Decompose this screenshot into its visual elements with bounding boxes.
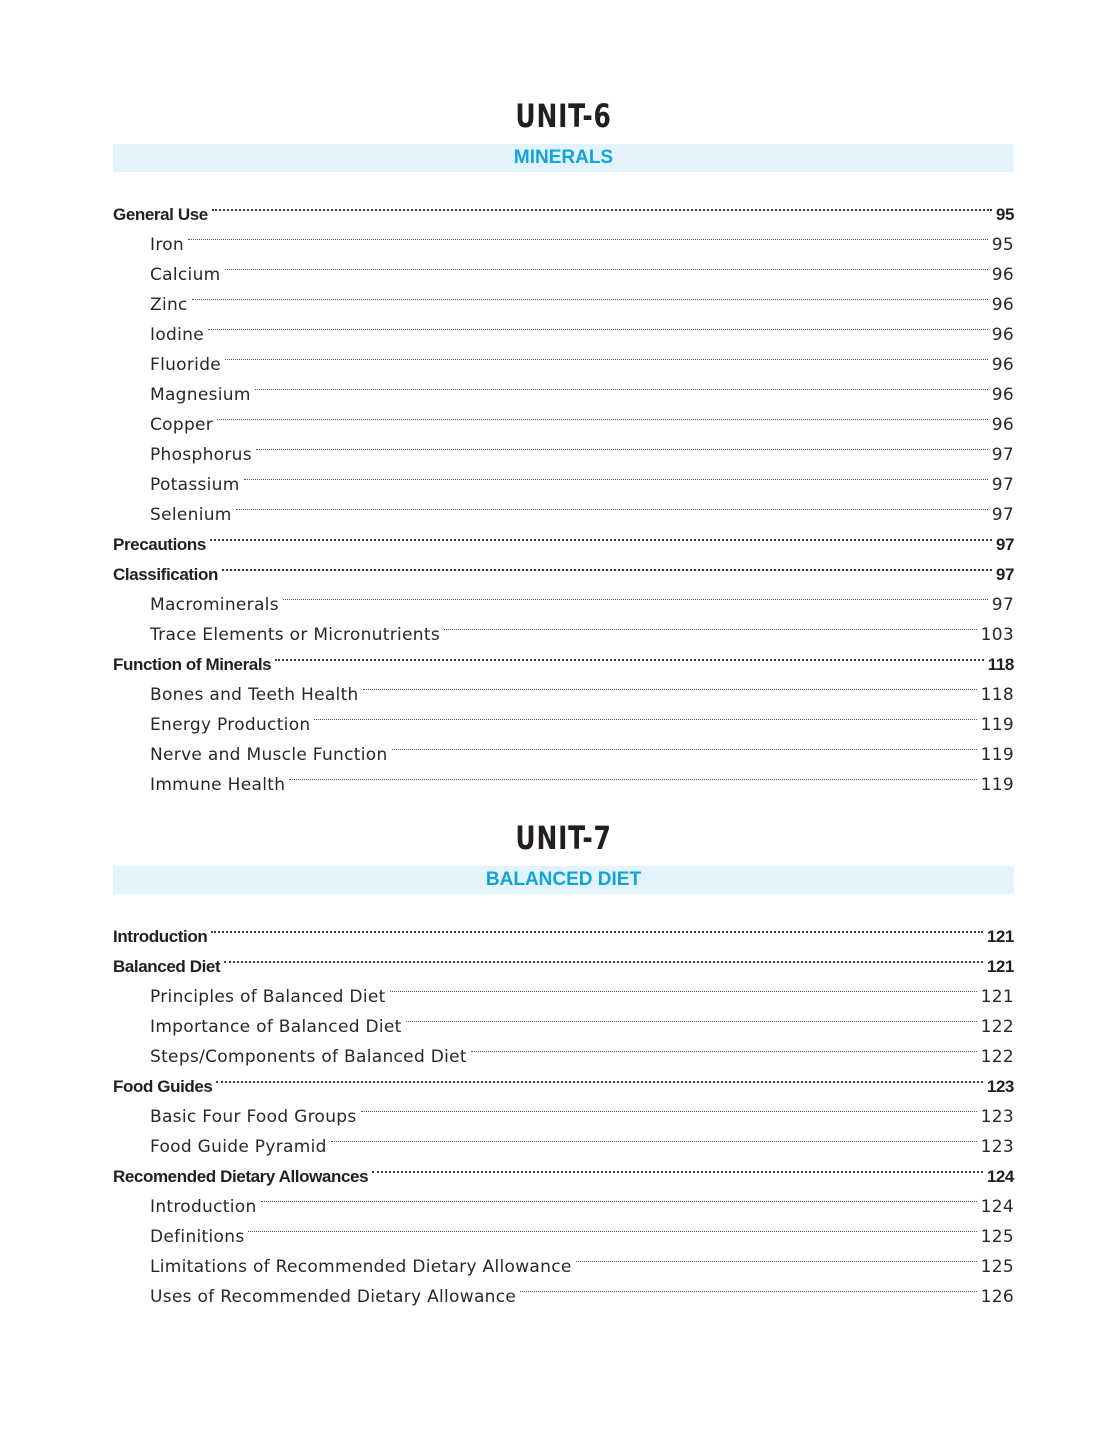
dot-leader (444, 610, 977, 640)
toc-entry-label: Limitations of Recommended Dietary Allowance (150, 1257, 572, 1277)
dot-leader (210, 520, 992, 550)
dot-leader (222, 550, 992, 580)
toc-page-number: 126 (980, 1287, 1014, 1307)
table-of-contents (113, 912, 1014, 1307)
toc-entry-label: Uses of Recommended Dietary Allowance (150, 1287, 517, 1307)
toc-page-number: 119 (980, 745, 1014, 765)
dot-leader (392, 730, 977, 760)
toc-subsection-entry[interactable] (113, 250, 1014, 285)
dot-leader (471, 1032, 977, 1062)
dot-leader (372, 1152, 983, 1182)
dot-leader (314, 700, 976, 730)
toc-page-number: 96 (991, 295, 1014, 315)
toc-section-entry[interactable] (113, 1062, 1014, 1096)
toc-subsection-entry[interactable] (113, 490, 1014, 525)
toc-subsection-entry[interactable] (113, 460, 1014, 495)
unit-subtitle-band: BALANCED DIET (113, 866, 1014, 894)
dot-leader (212, 190, 992, 220)
toc-entry-label: Potassium (150, 475, 240, 495)
dot-leader (244, 460, 988, 490)
toc-entry-label: Principles of Balanced Diet (150, 987, 386, 1007)
toc-entry-label: Calcium (150, 265, 221, 285)
toc-entry-label: Bones and Teeth Health (150, 685, 359, 705)
toc-entry-label: Food Guide Pyramid (150, 1137, 327, 1157)
dot-leader (261, 1182, 977, 1212)
toc-entry-label: Energy Production (150, 715, 311, 735)
dot-leader (406, 1002, 977, 1032)
toc-subsection-entry[interactable] (113, 400, 1014, 435)
toc-page-number: 96 (991, 415, 1014, 435)
toc-page-number: 96 (991, 265, 1014, 285)
toc-subsection-entry[interactable] (113, 1092, 1014, 1127)
toc-page-number: 97 (991, 475, 1014, 495)
toc-subsection-entry[interactable] (113, 310, 1014, 345)
toc-entry-label: Trace Elements or Micronutrients (150, 625, 440, 645)
toc-entry-label: Immune Health (150, 775, 286, 795)
toc-entry-label: Function of Minerals (113, 655, 272, 674)
toc-section-entry[interactable] (113, 550, 1014, 584)
dot-leader (363, 670, 977, 700)
table-of-contents (113, 190, 1014, 795)
toc-entry-label: Definitions (150, 1227, 245, 1247)
toc-page-number: 123 (986, 1077, 1014, 1096)
toc-page-number: 97 (991, 445, 1014, 465)
toc-entry-label: Precautions (113, 535, 206, 554)
dot-leader (236, 490, 988, 520)
toc-page-number: 121 (986, 927, 1014, 946)
unit-6-section (113, 96, 1014, 795)
toc-page-number: 124 (986, 1167, 1014, 1186)
dot-leader (520, 1272, 976, 1302)
toc-entry-label: Food Guides (113, 1077, 213, 1096)
toc-page-number: 96 (991, 355, 1014, 375)
toc-subsection-entry[interactable] (113, 430, 1014, 465)
toc-subsection-entry[interactable] (113, 280, 1014, 315)
toc-page-number: 124 (980, 1197, 1014, 1217)
dot-leader (361, 1092, 977, 1122)
toc-page-number: 103 (980, 625, 1014, 645)
toc-entry-label: Copper (150, 415, 214, 435)
toc-subsection-entry[interactable] (113, 370, 1014, 405)
toc-page-number: 122 (980, 1017, 1014, 1037)
toc-subsection-entry[interactable] (113, 1212, 1014, 1247)
toc-entry-label: Iron (150, 235, 185, 255)
dot-leader (217, 400, 988, 430)
toc-page-number: 119 (980, 715, 1014, 735)
toc-entry-label: Iodine (150, 325, 204, 345)
toc-page-number: 122 (980, 1047, 1014, 1067)
toc-page-number: 121 (980, 987, 1014, 1007)
toc-page-number: 96 (991, 325, 1014, 345)
toc-page-number: 96 (991, 385, 1014, 405)
dot-leader (225, 250, 988, 280)
dot-leader (188, 220, 988, 250)
toc-entry-label: Balanced Diet (113, 957, 221, 976)
dot-leader (192, 280, 988, 310)
toc-section-entry[interactable] (113, 942, 1014, 976)
dot-leader (283, 580, 988, 610)
toc-entry-label: Macrominerals (150, 595, 279, 615)
toc-entry-label: Basic Four Food Groups (150, 1107, 357, 1127)
dot-leader (576, 1242, 977, 1272)
toc-page-number: 125 (980, 1257, 1014, 1277)
toc-subsection-entry[interactable] (113, 340, 1014, 375)
toc-page-number: 121 (986, 957, 1014, 976)
toc-entry-label: Classification (113, 565, 218, 584)
dot-leader (208, 310, 988, 340)
toc-page-number: 125 (980, 1227, 1014, 1247)
dot-leader (248, 1212, 976, 1242)
dot-leader (255, 370, 988, 400)
toc-page-number: 118 (980, 685, 1014, 705)
dot-leader (256, 430, 988, 460)
toc-subsection-entry[interactable] (113, 972, 1014, 1007)
toc-page-number: 123 (980, 1137, 1014, 1157)
toc-page-number: 123 (980, 1107, 1014, 1127)
toc-entry-label: Fluoride (150, 355, 222, 375)
unit-7-section (113, 818, 1014, 1307)
unit-title: UNIT-6 (515, 97, 612, 135)
toc-page-number: 97 (991, 595, 1014, 615)
unit-subtitle-band: MINERALS (113, 144, 1014, 172)
toc-entry-label: Phosphorus (150, 445, 252, 465)
toc-page-number: 119 (980, 775, 1014, 795)
toc-entry-label: General Use (113, 205, 208, 224)
dot-leader (275, 640, 984, 670)
toc-entry-label: Introduction (113, 927, 208, 946)
toc-section-entry[interactable] (113, 520, 1014, 554)
toc-subsection-entry[interactable] (113, 220, 1014, 255)
toc-entry-label: Importance of Balanced Diet (150, 1017, 402, 1037)
dot-leader (224, 942, 983, 972)
toc-page-number: 95 (995, 205, 1014, 224)
unit-title: UNIT-7 (515, 819, 612, 857)
dot-leader (216, 1062, 982, 1092)
dot-leader (225, 340, 988, 370)
toc-section-entry[interactable] (113, 190, 1014, 224)
dot-leader (331, 1122, 977, 1152)
dot-leader (211, 912, 982, 942)
toc-page-number: 118 (987, 655, 1014, 674)
toc-page-number: 97 (995, 565, 1014, 584)
toc-entry-label: Zinc (150, 295, 188, 315)
dot-leader (289, 760, 976, 790)
toc-entry-label: Selenium (150, 505, 232, 525)
toc-page-number: 97 (995, 535, 1014, 554)
toc-entry-label: Nerve and Muscle Function (150, 745, 388, 765)
toc-subsection-entry[interactable] (113, 580, 1014, 615)
toc-section-entry[interactable] (113, 912, 1014, 946)
toc-page-number: 97 (991, 505, 1014, 525)
toc-entry-label: Introduction (150, 1197, 257, 1217)
toc-page-number: 95 (991, 235, 1014, 255)
dot-leader (390, 972, 977, 1002)
toc-entry-label: Magnesium (150, 385, 251, 405)
toc-entry-label: Recomended Dietary Allowances (113, 1167, 369, 1186)
toc-entry-label: Steps/Components of Balanced Diet (150, 1047, 467, 1067)
